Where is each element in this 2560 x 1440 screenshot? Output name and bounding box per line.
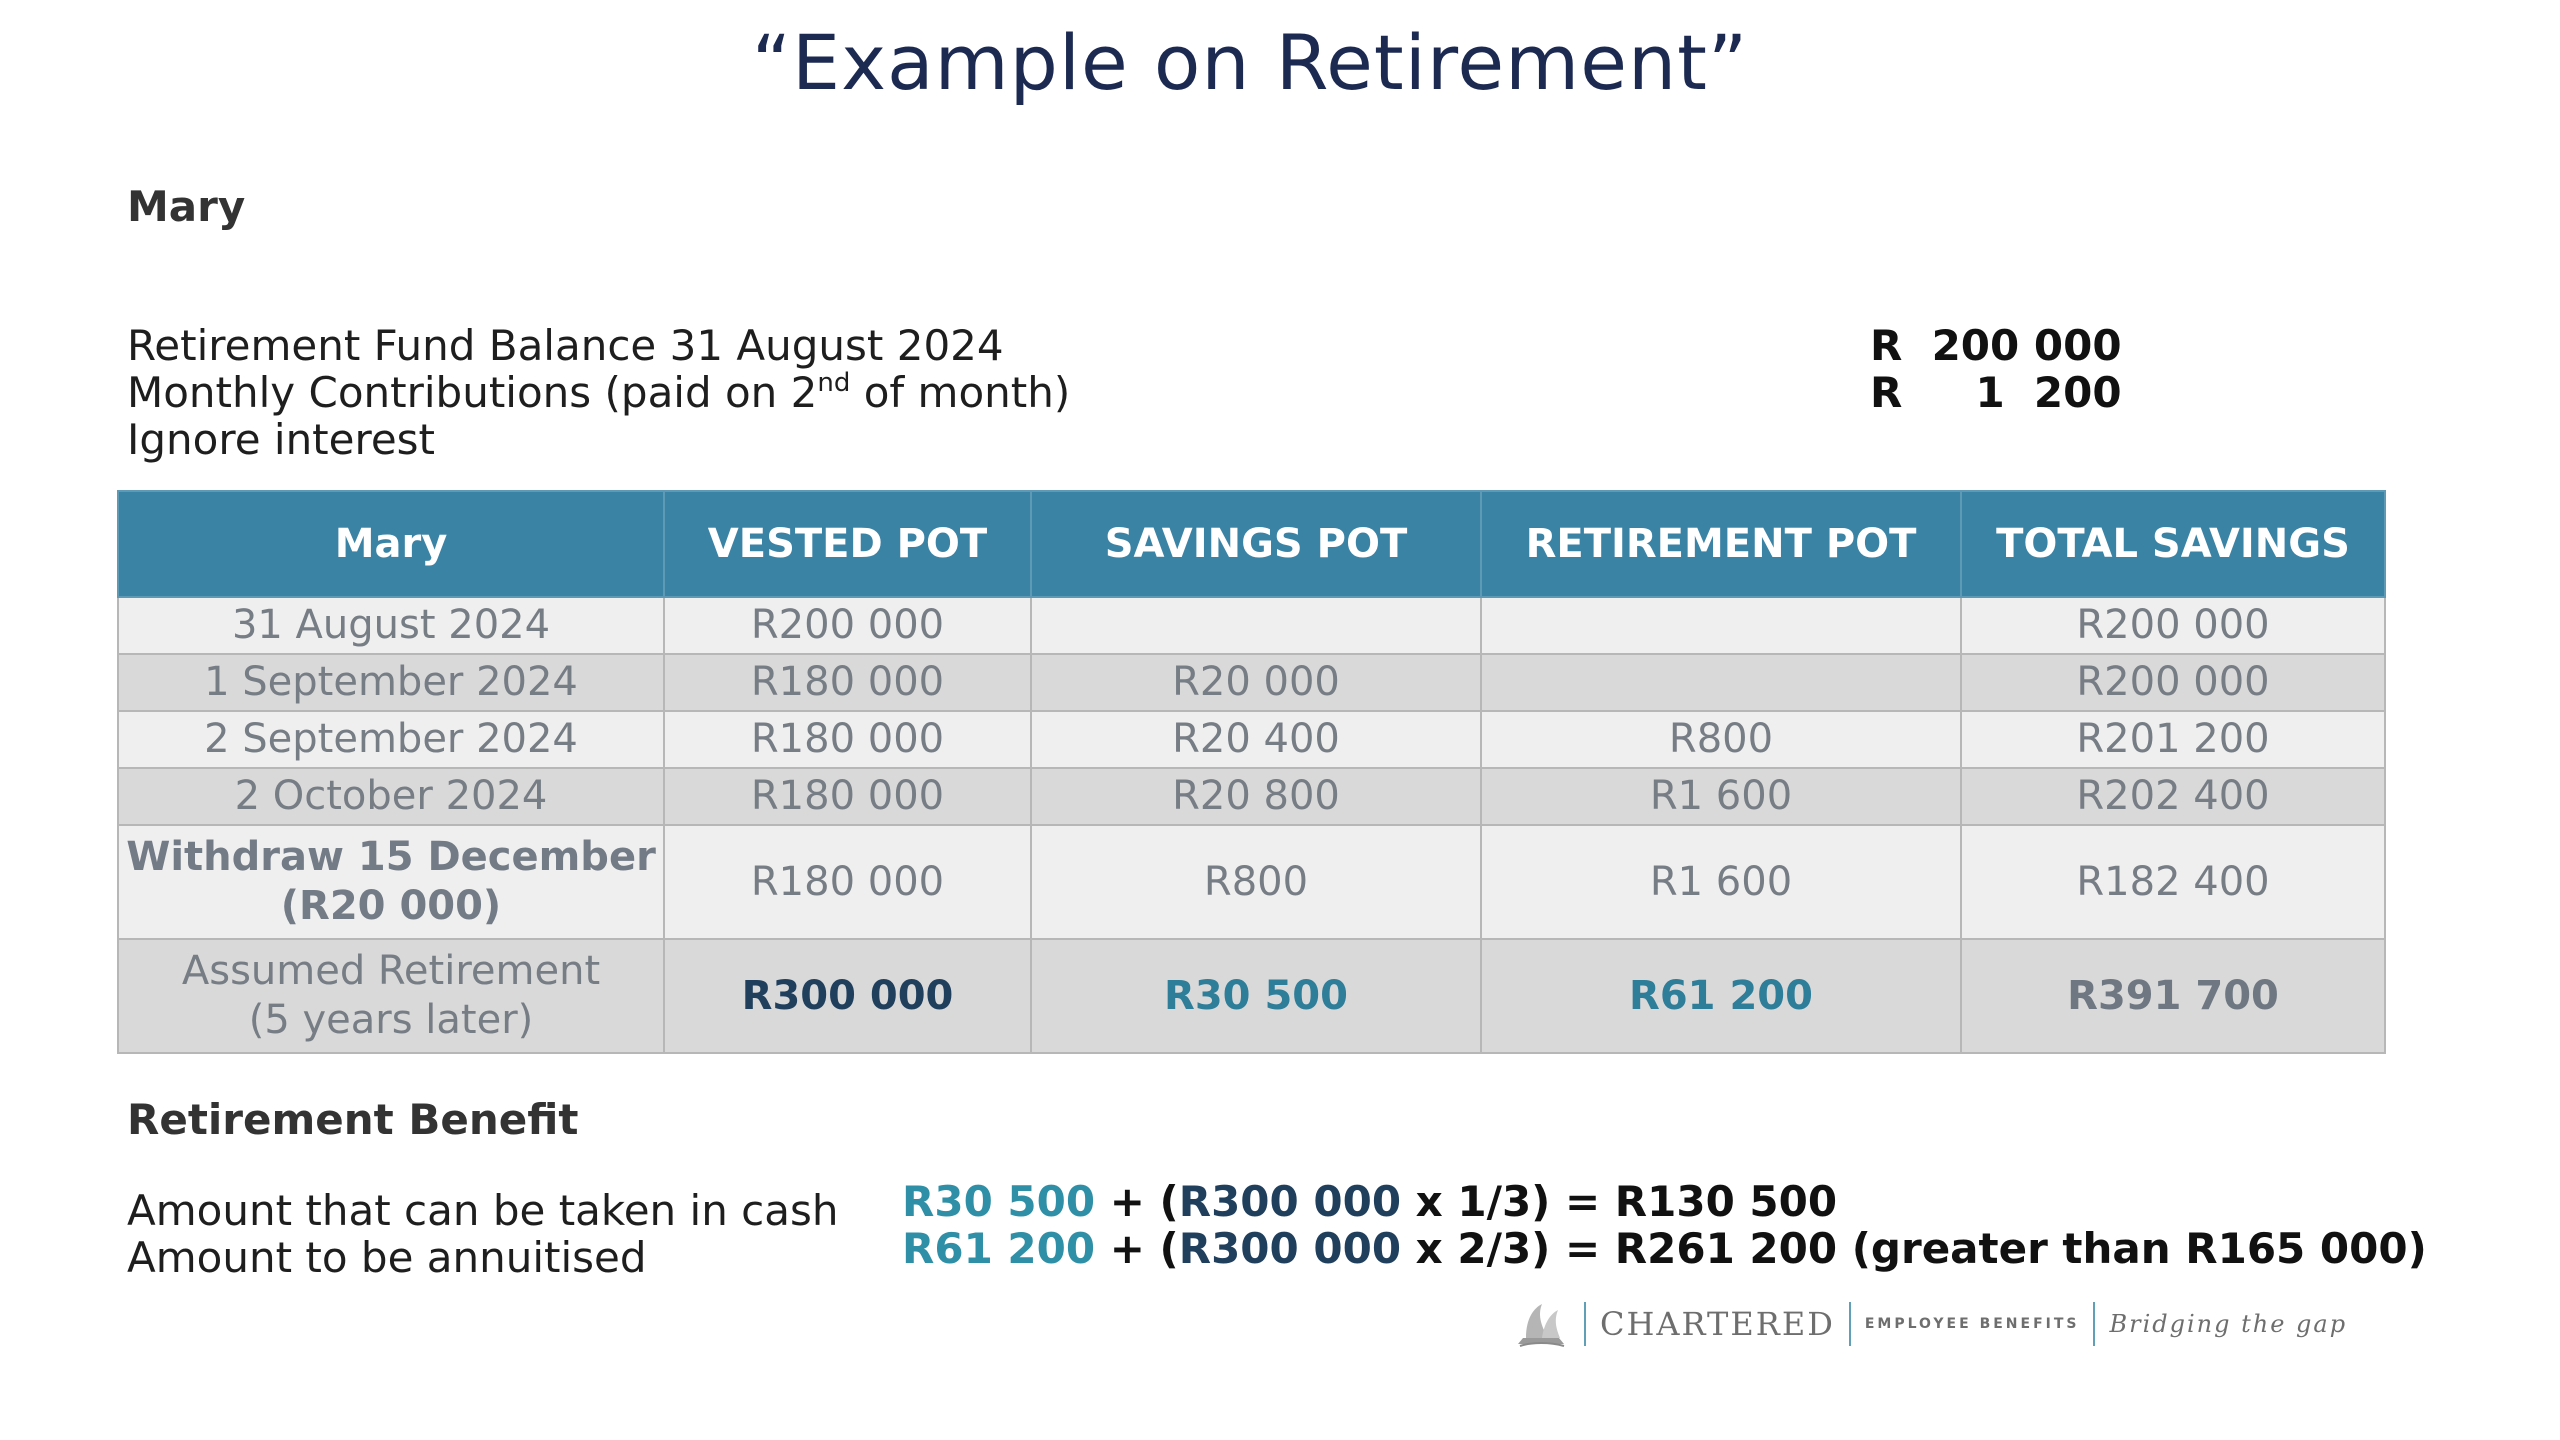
cell-total: R182 400 [1961,825,2385,939]
cell-retirement [1481,654,1961,711]
cell-savings: R20 000 [1031,654,1481,711]
annuity-formula: R61 200 + (R300 000 x 2/3) = R261 200 (greater than R165 000) [902,1224,2427,1273]
retirement-label: Assumed Retirement (5 years later) [118,939,664,1053]
cell-retirement: R1 600 [1481,768,1961,825]
contribution-amount: R 1 200 [1870,368,2122,417]
cell-total: R201 200 [1961,711,2385,768]
cell-vested: R180 000 [664,825,1031,939]
cell-vested: R180 000 [664,711,1031,768]
cell-total: R200 000 [1961,654,2385,711]
balance-label: Retirement Fund Balance 31 August 2024 [127,321,1004,370]
balance-amount: R 200 000 [1870,321,2122,370]
cell-savings: R20 400 [1031,711,1481,768]
contribution-label: Monthly Contributions (paid on 2nd of month) [127,368,1071,417]
logo-divider [1584,1302,1586,1346]
retirement-row [118,939,2385,1053]
table-row [118,597,2385,654]
row-date: 2 October 2024 [118,768,664,825]
cell-retirement [1481,597,1961,654]
benefit-labels [127,1187,839,1281]
table-header-row [118,491,2385,597]
benefit-formulas [902,1178,2427,1272]
header-total-savings: TOTAL SAVINGS [1961,491,2385,597]
cell-savings: R30 500 [1031,939,1481,1053]
cell-savings: R800 [1031,825,1481,939]
logo-tagline: Bridging the gap [2109,1310,2348,1338]
cell-savings [1031,597,1481,654]
cell-savings: R20 800 [1031,768,1481,825]
withdraw-label: Withdraw 15 December (R20 000) [118,825,664,939]
cell-vested: R180 000 [664,768,1031,825]
cell-retirement: R61 200 [1481,939,1961,1053]
cash-label: Amount that can be taken in cash [127,1186,839,1235]
cell-total: R202 400 [1961,768,2385,825]
row-date: 2 September 2024 [118,711,664,768]
cell-vested: R300 000 [664,939,1031,1053]
cell-total: R200 000 [1961,597,2385,654]
fund-info-amounts [1870,322,2122,416]
header-vested-pot: VESTED POT [664,491,1031,597]
cell-vested: R180 000 [664,654,1031,711]
row-date: 1 September 2024 [118,654,664,711]
header-retirement-pot: RETIREMENT POT [1481,491,1961,597]
table-row [118,654,2385,711]
withdraw-row [118,825,2385,939]
cell-vested: R200 000 [664,597,1031,654]
fund-info-labels [127,322,1070,463]
header-savings-pot: SAVINGS POT [1031,491,1481,597]
cash-formula: R30 500 + (R300 000 x 1/3) = R130 500 [902,1177,1838,1226]
cell-retirement: R1 600 [1481,825,1961,939]
subject-name: Mary [127,182,246,231]
pots-table [117,490,2386,1054]
ignore-interest-label: Ignore interest [127,415,436,464]
benefit-heading: Retirement Benefit [127,1095,579,1144]
table-row [118,711,2385,768]
logo-brand: CHARTERED [1600,1305,1835,1343]
slide-title: “Example on Retirement” [751,18,1749,107]
logo-divider [2093,1302,2095,1346]
emblem-icon [1512,1298,1570,1350]
table-row [118,768,2385,825]
cell-total: R391 700 [1961,939,2385,1053]
header-mary: Mary [118,491,664,597]
chartered-logo [1512,1296,2347,1352]
logo-divider [1849,1302,1851,1346]
cell-retirement: R800 [1481,711,1961,768]
row-date: 31 August 2024 [118,597,664,654]
annuity-label: Amount to be annuitised [127,1233,647,1282]
logo-subtitle: EMPLOYEE BENEFITS [1864,1316,2080,1332]
